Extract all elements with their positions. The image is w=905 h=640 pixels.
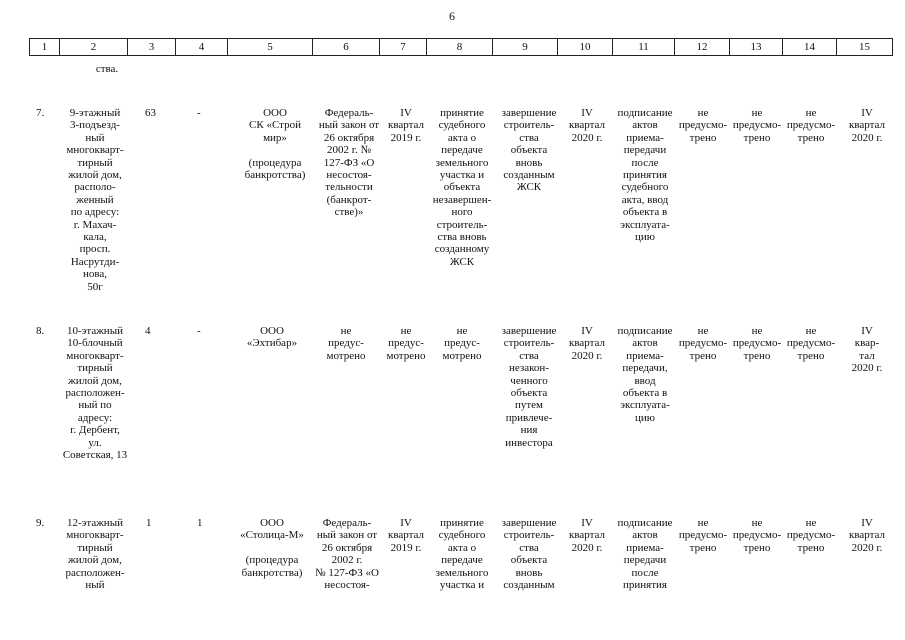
col4-value: 1 [197, 517, 203, 529]
header-cell: 8 [427, 39, 493, 56]
col6-value: не предус- мотрено [326, 325, 366, 362]
header-cell: 11 [613, 39, 675, 56]
header-cell: 10 [558, 39, 613, 56]
col12-value: не предусмо- трено [678, 325, 728, 362]
col14-value: не предусмо- трено [786, 325, 836, 362]
col14-value: не предусмо- трено [786, 107, 836, 144]
col15-value: IV квар- тал 2020 г. [851, 325, 883, 375]
col8-value: принятие судебного акта о передаче земельного участка и [435, 517, 489, 592]
col13-value: не предусмо- трено [732, 325, 782, 362]
col15-value: IV квартал 2020 г. [848, 107, 886, 144]
header-cell: 1 [30, 39, 60, 56]
col11-value: подписание актов приема- передачи, ввод объекта в эксплуата- цию [617, 325, 673, 424]
col4-value: - [197, 325, 201, 337]
col7-value: IV квартал 2019 г. [387, 107, 425, 144]
object-description: 10-этажный 10-блочный многокварт- тирный жилой дом, расположен- ный по адресу: г. Дербент, ул. Советская, 13 [62, 325, 128, 462]
col3-value: 63 [145, 107, 156, 119]
col8-value: принятие судебного акта о передаче земельного участка и объекта незавершен- ного строитель- ства вновь созданному ЖСК [432, 107, 492, 268]
header-cell: 3 [128, 39, 176, 56]
header-cell: 13 [730, 39, 783, 56]
column-number-header [29, 38, 893, 56]
page-number: 6 [449, 9, 455, 23]
row-number: 8. [36, 325, 45, 337]
col10-value: IV квартал 2020 г. [568, 517, 606, 554]
col3-value: 1 [146, 517, 152, 529]
row-number: 7. [36, 107, 45, 119]
col15-value: IV квартал 2020 г. [848, 517, 886, 554]
header-cell: 12 [675, 39, 730, 56]
object-description: 9-этажный 3-подъезд- ный многокварт- тирный жилой дом, располо- женный по адресу: г. Махач- кала, просп. Насрутди- нова, 50г [66, 107, 124, 293]
developer-name: ООО «Столица-М» (процедура банкротства) [240, 517, 304, 579]
header-cell: 9 [493, 39, 558, 56]
col11-value: подписание актов приема- передачи после принятия судебного акта, ввод объекта в эксплуата- цию [617, 107, 673, 244]
col9-value: завершение строитель- ства незакон- ченного объекта путем привлече- ния инвестора [501, 325, 557, 449]
col3-value: 4 [145, 325, 151, 337]
developer-name: ООО «Эхтибар» [246, 325, 298, 350]
header-cell: 14 [783, 39, 837, 56]
col6-value: Федераль- ный закон от 26 октября 2002 г. № 127-ФЗ «О несостоя- [315, 517, 379, 592]
header-cell: 2 [60, 39, 128, 56]
col9-value: завершение строитель- ства объекта вновь созданным [501, 517, 557, 592]
col7-value: IV квартал 2019 г. [387, 517, 425, 554]
col4-value: - [197, 107, 201, 119]
col9-value: завершение строитель- ства объекта вновь созданным ЖСК [501, 107, 557, 194]
col10-value: IV квартал 2020 г. [568, 107, 606, 144]
header-cell: 6 [313, 39, 380, 56]
header-cell: 15 [837, 39, 893, 56]
col13-value: не предусмо- трено [732, 107, 782, 144]
col12-value: не предусмо- трено [678, 107, 728, 144]
row-number: 9. [36, 517, 45, 529]
header-cell: 7 [380, 39, 427, 56]
col14-value: не предусмо- трено [786, 517, 836, 554]
col6-value: Федераль- ный закон от 26 октября 2002 г. № 127-ФЗ «О несостоя- тельности (банкрот- стве)» [318, 107, 380, 219]
carryover-text: ства. [95, 63, 119, 75]
object-description: 12-этажный многокварт- тирный жилой дом, расположен- ный [65, 517, 125, 592]
col8-value: не предус- мотрено [442, 325, 482, 362]
col13-value: не предусмо- трено [732, 517, 782, 554]
col10-value: IV квартал 2020 г. [568, 325, 606, 362]
header-cell: 4 [176, 39, 228, 56]
col12-value: не предусмо- трено [678, 517, 728, 554]
col7-value: не предус- мотрено [386, 325, 426, 362]
col11-value: подписание актов приема- передачи после принятия [617, 517, 673, 592]
header-cell: 5 [228, 39, 313, 56]
developer-name: ООО СК «Строй мир» (процедура банкротства) [244, 107, 306, 182]
